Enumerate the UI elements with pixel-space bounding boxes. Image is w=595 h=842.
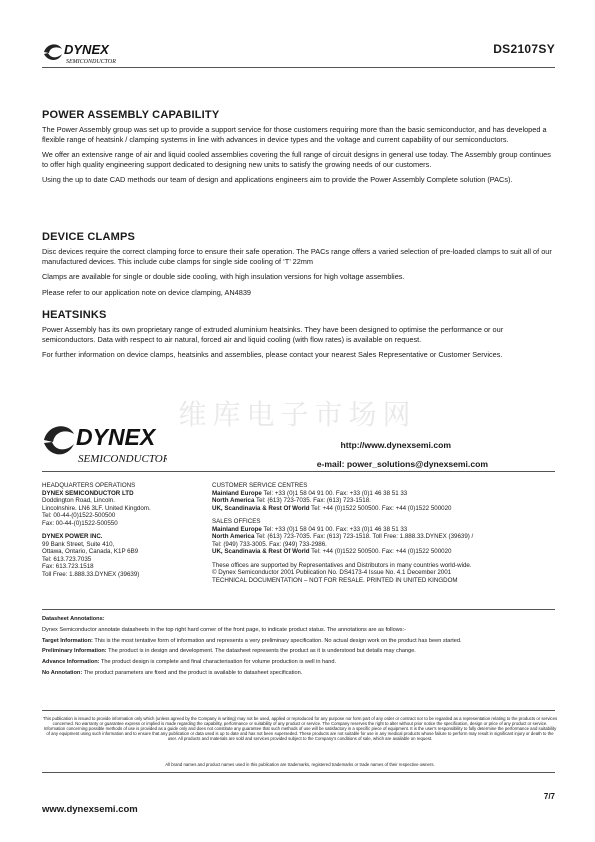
header-divider [42,67,555,68]
annotations-heading: Datasheet Annotations: [42,616,105,622]
paragraph: Clamps are available for single or double side cooling, with high insulation versions for high voltage assemblies. [42,272,405,282]
section-power-assembly [42,109,558,191]
hq-line: Lincolnshire. LN6 3LF. United Kingdom. [42,504,151,512]
annotations-intro: Dynex Semiconductor annotate datasheets in the top right hard corner of the front page, to indicate product status. The annotations are as follows:- [42,626,407,633]
page-number: 7/7 [543,792,555,801]
hq-line: Toll Free: 1.888.33.DYNEX (39639) [42,570,140,578]
annotation-item: Target Information: This is the most tentative form of information and represents a very preliminary specification. No actual design work on the product has been started. [42,637,462,644]
website-link[interactable]: http://www.dynexsemi.com [340,440,451,450]
contact-centres-block [212,482,557,584]
headquarters-block [42,482,207,578]
section-heatsinks [42,309,558,366]
contact-row: Mainland Europe Tel: +33 (0)1 58 04 91 00. Fax: +33 (0)1 46 38 51 33 [212,489,408,497]
trademark-note: All brand names and product names used in this publication are trademarks, registered trademarks or trade names of their respective owners. [165,762,435,767]
dynex-logo-large [42,418,167,473]
footer-website-link[interactable]: www.dynexsemi.com [42,804,138,815]
hq-line: Fax: 613.723.1518 [42,563,94,570]
sales-offices-heading: SALES OFFICES [212,518,261,525]
annotation-item: Advance Information: The product design is complete and final characterisation for volume production is well in hand. [42,659,337,666]
hq-line: Ottawa, Ontario, Canada, K1P 6B9 [42,548,139,555]
annotation-item: No Annotation: The product parameters are fixed and the product is available to datasheet specification. [42,669,303,676]
contact-row: North America Tel: (613) 723-7035. Fax: (613) 723-1518. Toll Free: 1.888.33.DYNEX (39639) / [212,533,474,540]
hq-line: Doddington Road, Lincoln. [42,497,115,504]
email-link[interactable]: e-mail: power_solutions@dynexsemi.com [316,459,488,469]
fine-print-divider [42,710,555,711]
paragraph: For further information on device clamps, heatsinks and assemblies, please contact your nearest Sales Representative or Customer Services. [42,350,503,360]
note-line: © Dynex Semiconductor 2001 Publication No. DS4173-4 Issue No. 4.1 December 2001 [212,569,452,576]
note-line: These offices are supported by Representatives and Distributors in many countries world-wide. [212,561,472,569]
section-title: HEATSINKS [42,309,107,321]
paragraph: We offer an extensive range of air and liquid cooled assemblies covering the full range of circuit designs in general use today. The Assembly group continues to offer high quality engineering support dedicated to designing new units to satisfy the growing needs of our customers. [42,150,551,169]
logo-wordmark: DYNEX [64,42,109,57]
contact-row: UK, Scandinavia & Rest Of World Tel: +44 (0)1522 500500. Fax: +44 (0)1522 500020 [212,548,452,555]
hq-heading: HEADQUARTERS OPERATIONS [42,482,136,489]
hq-company: DYNEX SEMICONDUCTOR LTD [42,489,134,497]
annotations-divider [42,609,555,610]
logo-wordmark: DYNEX [76,424,156,450]
paragraph: Please refer to our application note on device clamping, AN4839 [42,287,252,297]
watermark-text: 维库电子市场网 [178,398,417,431]
section-device-clamps [42,231,558,303]
contact-row: Mainland Europe Tel: +33 (0)1 58 04 91 00. Fax: +33 (0)1 46 38 51 33 [212,525,408,533]
contact-row: Tel: (949) 733-3005. Fax: (949) 733-2986. [212,540,327,548]
dynex-logo-small [42,40,126,66]
dynex-logo-large-mark [42,418,167,468]
dynex-logo-mark [42,40,126,66]
contact-row: North America Tel: (613) 723-7035. Fax: (613) 723-1518. [212,497,371,504]
customer-service-heading: CUSTOMER SERVICE CENTRES [212,482,308,489]
contact-row: UK, Scandinavia & Rest Of World Tel: +44 (0)1522 500500. Fax: +44 (0)1522 500020 [212,504,452,512]
hq-line: 99 Bank Street, Suite 410, [42,540,115,548]
hq-company-2: DYNEX POWER INC. [42,533,103,540]
section-title: DEVICE CLAMPS [42,231,136,243]
disclaimer-text: This publication is issued to provide information only which (unless agreed by the Company in writing) may not be used, applied or reproduced for any purpose nor form part of any order or contract nor to be regarded as a representation relating to the products or services concerned. No warranty or guarantee express or implied is made regarding the capability, performance or suitability of any product or service. The Company reserves the right to alter without prior notice the specification, design or price of any product or service. Information concerning possible methods of use is provided as a guide only and does not constitute any guarantee that such methods of use will be satisfactory in a specific piece of equipment. It is the user's responsibility to fully determine the performance and suitability of any equipment using such information and to ensure that any publication or data used is up to date and has not been superseded. These products are not suitable for use in any medical products whose failure to perform may result in significant injury or death to the user. All products and materials are sold and services provided subject to the Company's conditions of sale, which are available on request. [42,716,558,742]
logo-subtitle: SEMICONDUCTOR [78,453,167,465]
note-line: TECHNICAL DOCUMENTATION – NOT FOR RESALE. PRINTED IN UNITED KINGDOM [212,576,458,584]
hq-line: Tel: 00-44-(0)1522-500500 [42,512,116,519]
document-id: DS2107SY [493,42,555,56]
paragraph: The Power Assembly group was set up to provide a support service for those customers requiring more than the basic semiconductor, and has developed a flexible range of heatsink / clamping systems in line with advances in device types and the voltage and current capability of our semiconductors. [42,125,547,144]
paragraph: Using the up to date CAD methods our team of design and applications engineers aim to provide the Power Assembly Complete solution (PACs). [42,175,513,185]
logo-subtitle: SEMICONDUCTOR [66,59,116,65]
datasheet-annotations [42,616,558,681]
hq-line: Tel: 613.723.7035 [42,555,92,563]
paragraph: Disc devices require the correct clamping force to ensure their safe operation. The PACs range offers a varied selection of pre-loaded clamps to suit all of our manufactured devices. This include cube clamps for single side cooling of ‘T’ 22mm [42,247,552,266]
footer-divider [42,772,555,773]
annotation-item: Preliminary Information: The product is in design and development. The datasheet represents the product as it is understood but details may change. [42,648,416,655]
paragraph: Power Assembly has its own proprietary range of extruded aluminium heatsinks. They have been designed to optimise the performance or our semiconductors. Data with respect to air natural, forced air and liquid cooling (with flow rates) is available on request. [42,325,504,344]
hq-line: Fax: 00-44-(0)1522-500550 [42,519,118,527]
contact-divider [42,471,555,472]
section-title: POWER ASSEMBLY CAPABILITY [42,109,220,121]
